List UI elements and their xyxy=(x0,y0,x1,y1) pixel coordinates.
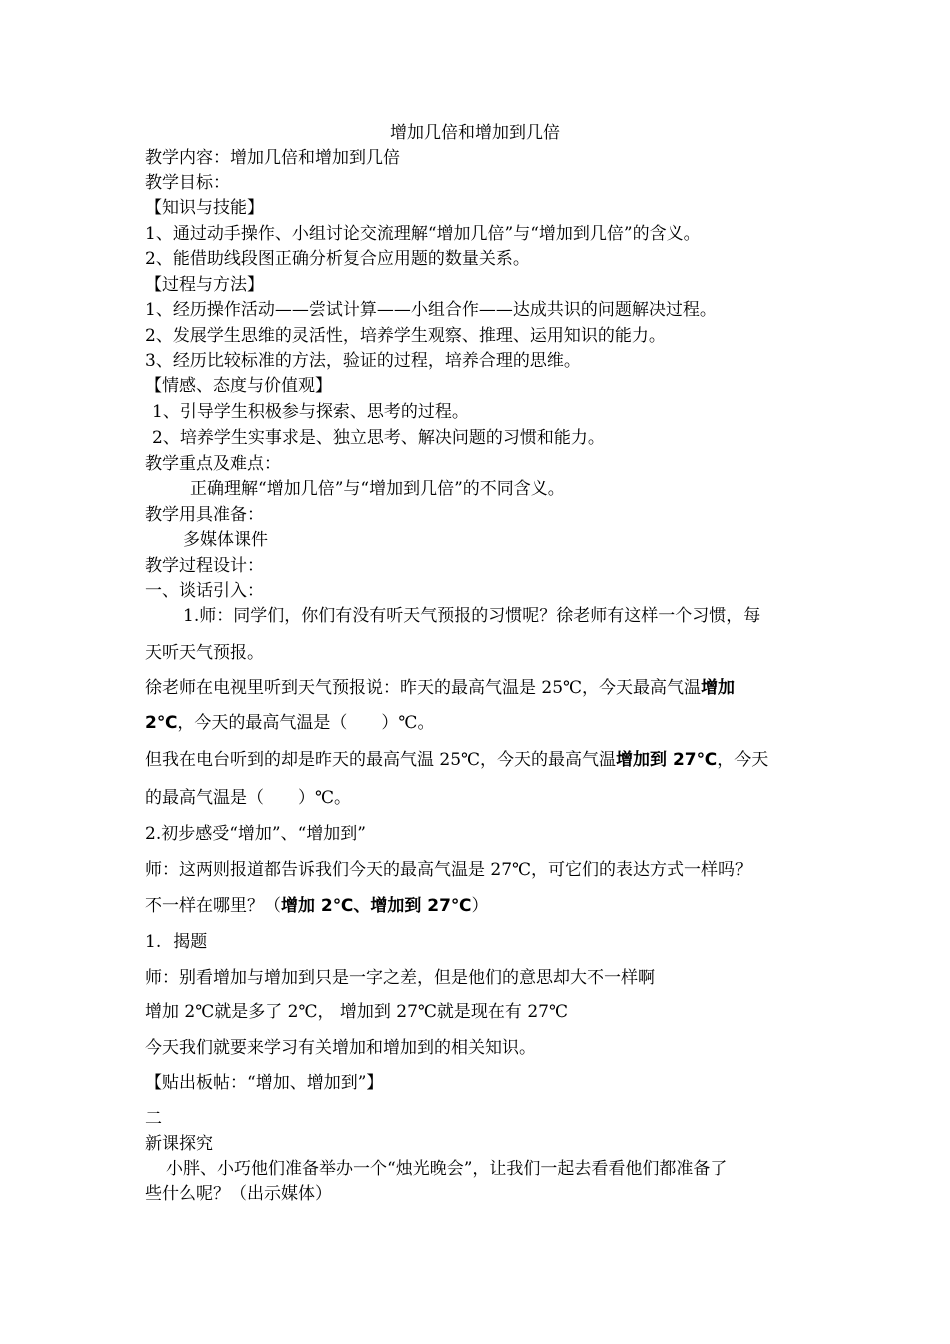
process-item-3: 3、经历比较标准的方法，验证的过程，培养合理的思维。 xyxy=(145,351,581,371)
teacher-explain-line: 师：别看增加与增加到只是一字之差，但是他们的意思却大不一样啊 xyxy=(145,968,655,988)
knowledge-skills-heading: 【知识与技能】 xyxy=(145,198,264,218)
tv-forecast-blank: ，今天的最高气温是（ ）℃。 xyxy=(177,713,435,733)
document-title: 增加几倍和增加到几倍 xyxy=(390,123,560,143)
knowledge-item-2: 2、能借助线段图正确分析复合应用题的数量关系。 xyxy=(145,249,530,269)
process-method-heading: 【过程与方法】 xyxy=(145,275,264,295)
tools-heading: 教学用具准备： xyxy=(145,505,264,525)
teacher-question-line: 师：这两则报道都告诉我们今天的最高气温是 27℃，可它们的表达方式一样吗？ xyxy=(145,860,753,880)
emotion-item-2: 2、培养学生实事求是、独立思考、解决问题的习惯和能力。 xyxy=(152,428,605,448)
tv-forecast-text: 徐老师在电视里听到天气预报说：昨天的最高气温是 25℃，今天最高气温 xyxy=(145,678,702,698)
tv-forecast-bold-2: 2℃ xyxy=(145,713,178,733)
key-points-heading: 教学重点及难点： xyxy=(145,454,281,474)
reveal-text: 揭题 xyxy=(173,932,208,952)
section-two-heading: 二 xyxy=(145,1109,162,1129)
knowledge-item-1: 1、通过动手操作、小组讨论交流理解“增加几倍”与“增加到几倍”的含义。 xyxy=(145,224,701,244)
story-line-2: 些什么呢？（出示媒体） xyxy=(145,1184,332,1204)
process-item-1: 1、经历操作活动——尝试计算——小组合作——达成共识的问题解决过程。 xyxy=(145,300,717,320)
difference-close: ） xyxy=(471,896,489,916)
radio-forecast-bold: 增加到 27℃ xyxy=(616,750,718,770)
radio-forecast-line xyxy=(145,748,768,772)
board-line: 【贴出板帖：“增加、增加到”】 xyxy=(145,1073,384,1093)
teaching-goals-heading: 教学目标： xyxy=(145,173,230,193)
difference-text: 不一样在哪里？（ xyxy=(145,896,281,916)
teaching-content-line: 教学内容：增加几倍和增加到几倍 xyxy=(145,148,400,168)
radio-forecast-tail: ，今天 xyxy=(717,750,769,770)
key-points-text: 正确理解“增加几倍”与“增加到几倍”的不同含义。 xyxy=(190,479,565,499)
story-line-1: 小胖、小巧他们准备举办一个“烛光晚会”，让我们一起去看看他们都准备了 xyxy=(166,1159,728,1179)
emotion-heading: 【情感、态度与价值观】 xyxy=(145,376,332,396)
new-lesson-heading: 新课探究 xyxy=(145,1134,213,1154)
emotion-item-1: 1、引导学生积极参与探索、思考的过程。 xyxy=(152,402,469,422)
difference-line xyxy=(145,894,489,918)
feel-heading: 2.初步感受“增加”、“增加到” xyxy=(145,824,366,844)
tools-text: 多媒体课件 xyxy=(183,530,268,550)
difference-bold: 增加 2℃、增加到 27℃ xyxy=(281,896,472,916)
intro-heading: 一、谈话引入： xyxy=(145,581,264,601)
reveal-number: 1. xyxy=(145,932,162,952)
tv-forecast-line-2 xyxy=(145,711,434,735)
intro-line-2: 天听天气预报。 xyxy=(145,643,264,663)
tv-forecast-bold: 增加 xyxy=(701,678,736,698)
design-heading: 教学过程设计： xyxy=(145,556,264,576)
tv-forecast-line xyxy=(145,676,735,700)
radio-forecast-line-2: 的最高气温是（ ）℃。 xyxy=(145,788,352,808)
explain-line: 增加 2℃就是多了 2℃， 增加到 27℃就是现在有 27℃ xyxy=(145,1002,568,1022)
reveal-topic-line xyxy=(145,930,207,954)
intro-line-1: 1.师：同学们，你们有没有听天气预报的习惯呢？徐老师有这样一个习惯，每 xyxy=(183,606,761,626)
radio-forecast-text: 但我在电台听到的却是昨天的最高气温 25℃，今天的最高气温 xyxy=(145,750,617,770)
process-item-2: 2、发展学生思维的灵活性，培养学生观察、推理、运用知识的能力。 xyxy=(145,326,666,346)
today-line: 今天我们就要来学习有关增加和增加到的相关知识。 xyxy=(145,1038,536,1058)
